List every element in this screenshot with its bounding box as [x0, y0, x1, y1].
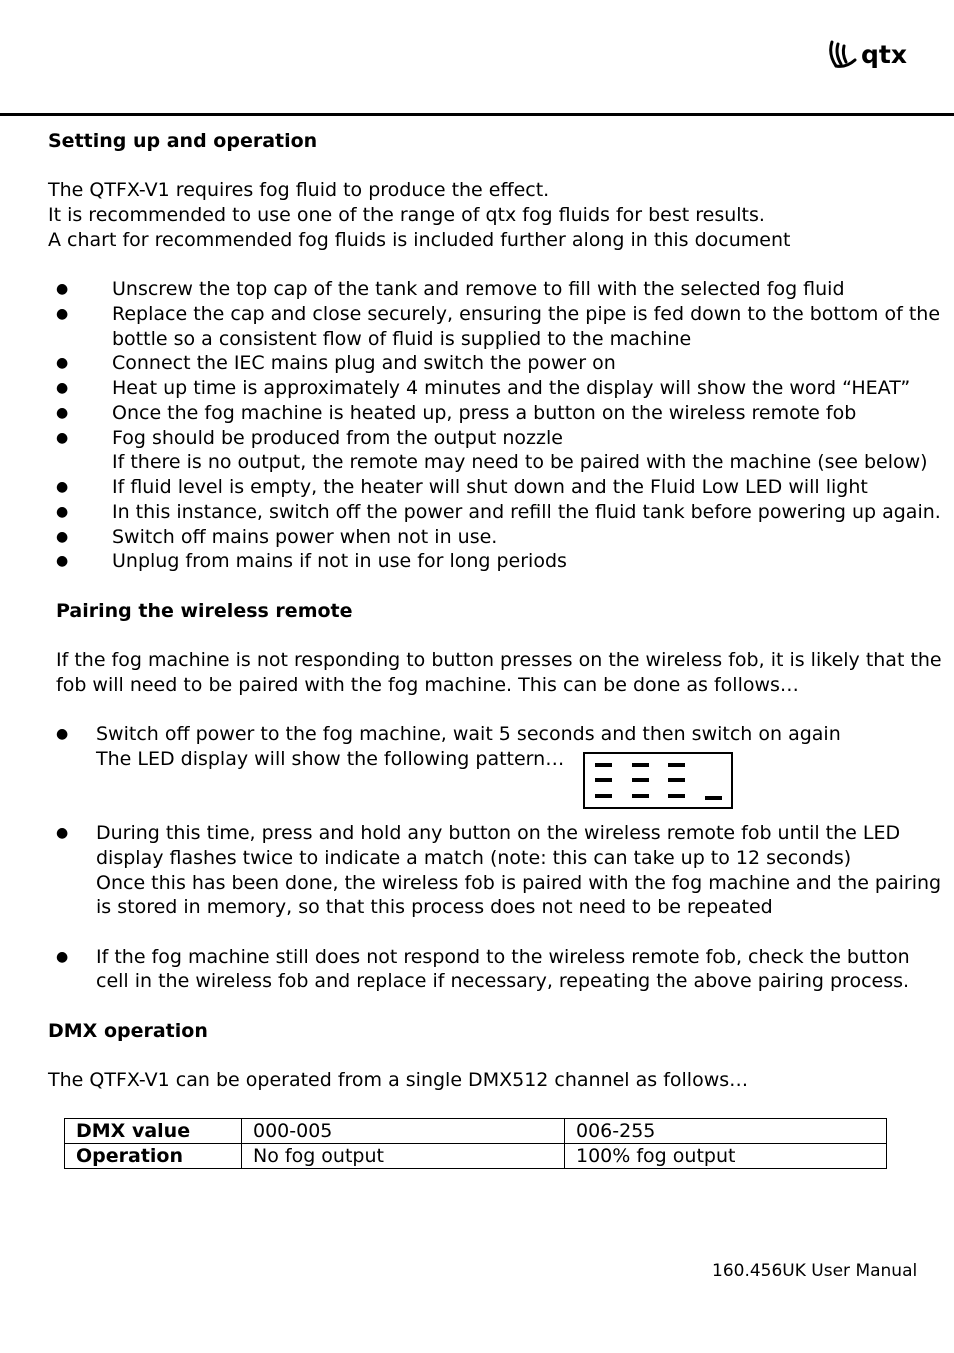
bullet-text: Switch off power to the fog machine, wait 5 seconds and then switch on again [96, 723, 841, 745]
led-segment [668, 778, 685, 782]
logo-text: qtx [861, 39, 907, 69]
bullet-text-continued: cell in the wireless fob and replace if necessary, repeating the above pairing process. [96, 970, 910, 992]
bullet-icon: ● [56, 405, 69, 421]
bullet-icon: ● [56, 949, 69, 965]
intro-line: It is recommended to use one of the range of qtx fog fluids for best results. [48, 204, 765, 226]
bullet-icon: ● [56, 281, 69, 297]
led-segment [632, 794, 649, 798]
led-pattern-display [583, 752, 733, 809]
dmx-intro: The QTFX-V1 can be operated from a single DMX512 channel as follows… [48, 1069, 749, 1091]
led-segment [705, 796, 722, 800]
bullet-icon: ● [56, 355, 69, 371]
table-cell: 000-005 [242, 1119, 565, 1144]
pairing-intro-line: If the fog machine is not responding to button presses on the wireless fob, it is likely that the [56, 649, 942, 671]
bullet-text: In this instance, switch off the power and refill the fluid tank before powering up again. [112, 501, 941, 523]
bullet-text-continued: Once this has been done, the wireless fob is paired with the fog machine and the pairing [96, 872, 942, 894]
header-rule [0, 113, 954, 116]
bullet-text-continued: display flashes twice to indicate a match (note: this can take up to 12 seconds) [96, 847, 852, 869]
bullet-icon: ● [56, 306, 69, 322]
bullet-text: During this time, press and hold any button on the wireless remote fob until the LED [96, 822, 901, 844]
bullet-text: Once the fog machine is heated up, press a button on the wireless remote fob [112, 402, 857, 424]
section-title-dmx: DMX operation [48, 1020, 208, 1042]
bullet-icon: ● [56, 553, 69, 569]
dmx-table [64, 1118, 887, 1169]
table-cell: 006-255 [565, 1119, 887, 1144]
led-segment [595, 794, 612, 798]
bullet-icon: ● [56, 479, 69, 495]
section-title-pairing: Pairing the wireless remote [56, 600, 353, 622]
bullet-text-continued: If there is no output, the remote may need to be paired with the machine (see below) [112, 451, 928, 473]
table-header-cell: Operation [65, 1144, 242, 1169]
table-row [65, 1144, 887, 1169]
bullet-text: If fluid level is empty, the heater will shut down and the Fluid Low LED will light [112, 476, 868, 498]
section-title-setup: Setting up and operation [48, 130, 318, 152]
bullet-text: Unplug from mains if not in use for long periods [112, 550, 567, 572]
led-segment [632, 763, 649, 767]
bullet-icon: ● [56, 726, 69, 742]
qtx-logo [828, 40, 907, 68]
qtx-wave-icon [828, 40, 858, 68]
intro-line: A chart for recommended fog fluids is included further along in this document [48, 229, 791, 251]
bullet-text: Fog should be produced from the output nozzle [112, 427, 563, 449]
pairing-intro-line: fob will need to be paired with the fog machine. This can be done as follows… [56, 674, 799, 696]
bullet-text: If the fog machine still does not respond to the wireless remote fob, check the button [96, 946, 910, 968]
table-row [65, 1119, 887, 1144]
bullet-text: Connect the IEC mains plug and switch the power on [112, 352, 616, 374]
led-segment [595, 778, 612, 782]
bullet-text: Replace the cap and close securely, ensuring the pipe is fed down to the bottom of the [112, 303, 941, 325]
bullet-text: Switch off mains power when not in use. [112, 526, 498, 548]
intro-line: The QTFX-V1 requires fog fluid to produce the effect. [48, 179, 550, 201]
bullet-text-continued: is stored in memory, so that this process does not need to be repeated [96, 896, 773, 918]
table-cell: 100% fog output [565, 1144, 887, 1169]
bullet-text-continued: The LED display will show the following pattern… [96, 748, 565, 770]
led-segment [632, 778, 649, 782]
bullet-text: Heat up time is approximately 4 minutes and the display will show the word “HEAT” [112, 377, 911, 399]
bullet-icon: ● [56, 380, 69, 396]
bullet-icon: ● [56, 504, 69, 520]
led-segment [595, 763, 612, 767]
bullet-text: Unscrew the top cap of the tank and remove to fill with the selected fog fluid [112, 278, 845, 300]
bullet-text-continued: bottle so a consistent flow of fluid is supplied to the machine [112, 328, 692, 350]
bullet-icon: ● [56, 529, 69, 545]
led-segment [668, 794, 685, 798]
bullet-icon: ● [56, 430, 69, 446]
footer-manual-id: 160.456UK User Manual [712, 1261, 918, 1281]
bullet-icon: ● [56, 825, 69, 841]
table-header-cell: DMX value [65, 1119, 242, 1144]
table-cell: No fog output [242, 1144, 565, 1169]
led-segment [668, 763, 685, 767]
